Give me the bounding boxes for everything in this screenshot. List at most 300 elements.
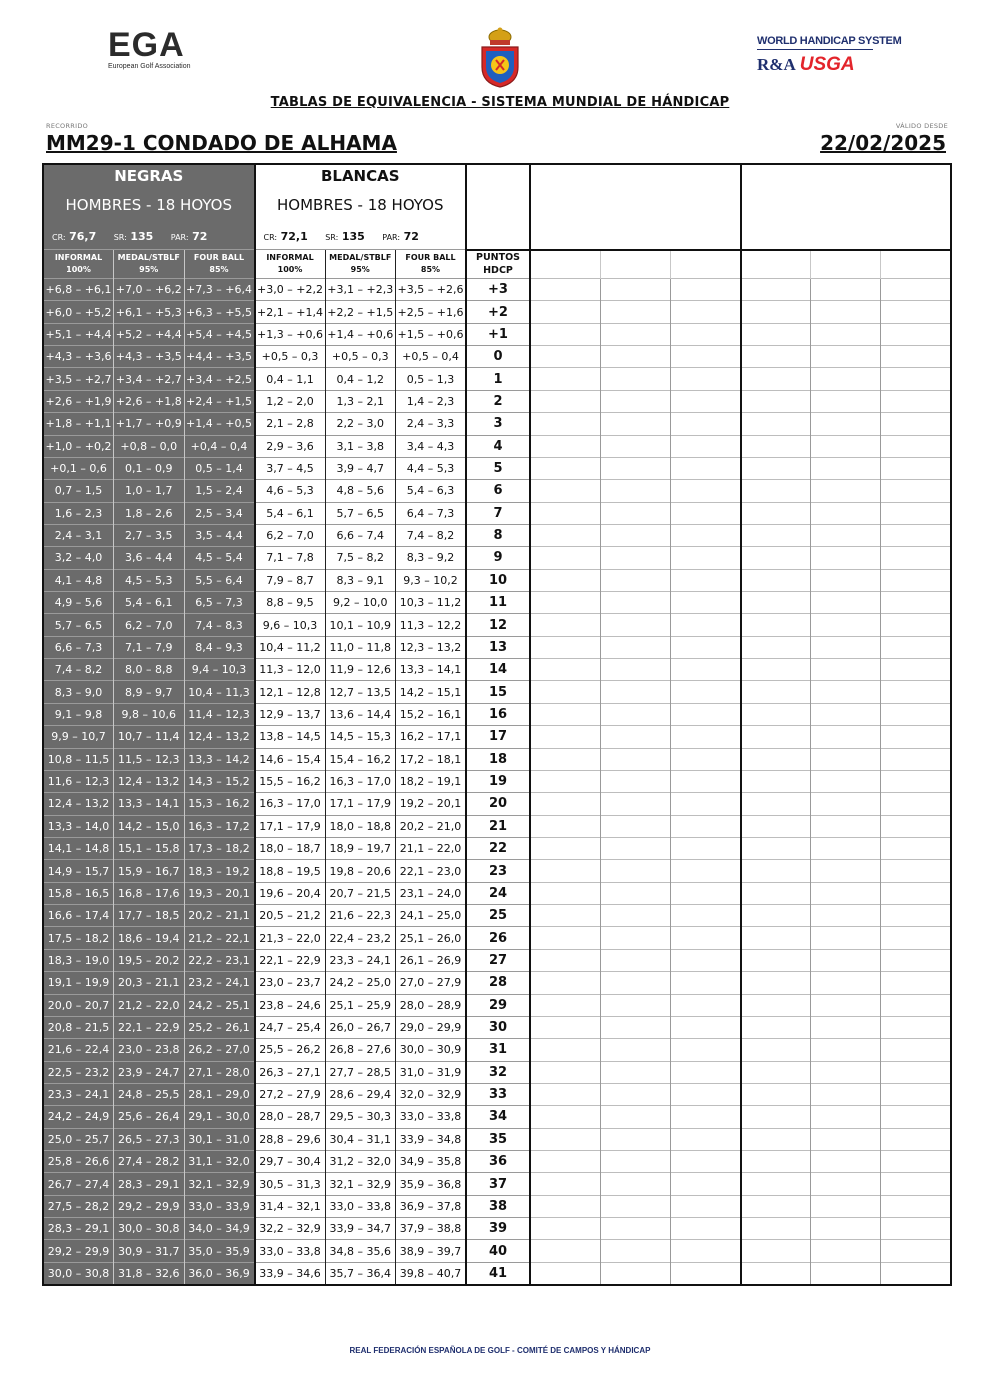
blank-cell bbox=[811, 547, 881, 569]
blank-cell bbox=[881, 1083, 951, 1105]
blank-cell bbox=[530, 1016, 600, 1038]
points-header: PUNTOS HDCP bbox=[466, 250, 530, 279]
blank-cell bbox=[670, 301, 740, 323]
blank-cell bbox=[881, 390, 951, 412]
range-cell: 15,8 – 16,5 bbox=[43, 882, 114, 904]
range-cell: 24,1 – 25,0 bbox=[396, 905, 467, 927]
range-cell: 31,8 – 32,6 bbox=[114, 1262, 185, 1285]
blank-cell bbox=[741, 1016, 811, 1038]
blank-cell bbox=[670, 659, 740, 681]
range-cell: 24,8 – 25,5 bbox=[114, 1083, 185, 1105]
range-cell: 34,8 – 35,6 bbox=[325, 1240, 396, 1262]
range-cell: 3,7 – 4,5 bbox=[255, 457, 326, 479]
range-cell: 11,3 – 12,0 bbox=[255, 659, 326, 681]
blank-cell bbox=[881, 457, 951, 479]
range-cell: 2,9 – 3,6 bbox=[255, 435, 326, 457]
blank-cell bbox=[670, 592, 740, 614]
range-cell: 1,5 – 2,4 bbox=[184, 480, 255, 502]
handicap-points: 10 bbox=[466, 569, 530, 591]
range-cell: +6,1 – +5,3 bbox=[114, 301, 185, 323]
blank-cell bbox=[741, 1128, 811, 1150]
handicap-points: 5 bbox=[466, 457, 530, 479]
range-cell: 14,6 – 15,4 bbox=[255, 748, 326, 770]
blank-cell bbox=[741, 1195, 811, 1217]
range-cell: 3,5 – 4,4 bbox=[184, 524, 255, 546]
par-value: 72 bbox=[192, 229, 208, 243]
range-cell: 0,4 – 1,2 bbox=[325, 368, 396, 390]
range-cell: 8,3 – 9,1 bbox=[325, 569, 396, 591]
blank-cell bbox=[881, 480, 951, 502]
blank-cell bbox=[530, 659, 600, 681]
range-cell: 9,6 – 10,3 bbox=[255, 614, 326, 636]
range-cell: 1,4 – 2,3 bbox=[396, 390, 467, 412]
range-cell: 11,9 – 12,6 bbox=[325, 659, 396, 681]
range-cell: 21,6 – 22,4 bbox=[43, 1039, 114, 1061]
handicap-points: 3 bbox=[466, 413, 530, 435]
range-cell: +0,8 – 0,0 bbox=[114, 435, 185, 457]
blank-cell bbox=[811, 994, 881, 1016]
handicap-points: 21 bbox=[466, 815, 530, 837]
blank-cell bbox=[811, 905, 881, 927]
blank-cell bbox=[530, 301, 600, 323]
range-cell: 8,3 – 9,2 bbox=[396, 547, 467, 569]
whs-logo bbox=[757, 35, 902, 79]
blank-cell bbox=[530, 703, 600, 725]
blank-cell bbox=[670, 882, 740, 904]
blank-cell bbox=[811, 1128, 881, 1150]
range-cell: 10,3 – 11,2 bbox=[396, 592, 467, 614]
blank-cell bbox=[881, 279, 951, 301]
blank-cell bbox=[881, 502, 951, 524]
blank-cell bbox=[741, 1106, 811, 1128]
blank-cell bbox=[881, 1106, 951, 1128]
range-cell: 17,5 – 18,2 bbox=[43, 927, 114, 949]
table-row bbox=[43, 435, 951, 457]
blank-cell bbox=[670, 636, 740, 658]
handicap-points: 36 bbox=[466, 1151, 530, 1173]
range-cell: 6,6 – 7,3 bbox=[43, 636, 114, 658]
blank-cell bbox=[811, 1061, 881, 1083]
range-cell: 7,4 – 8,3 bbox=[184, 614, 255, 636]
blank-cell bbox=[811, 703, 881, 725]
range-cell: 10,4 – 11,2 bbox=[255, 636, 326, 658]
range-cell: 23,9 – 24,7 bbox=[114, 1061, 185, 1083]
range-cell: 16,3 – 17,0 bbox=[255, 793, 326, 815]
blank-cell bbox=[811, 250, 881, 279]
range-cell: 24,2 – 25,0 bbox=[325, 972, 396, 994]
blank-block-1 bbox=[530, 164, 741, 250]
blank-cell bbox=[741, 592, 811, 614]
blank-cell bbox=[530, 250, 600, 279]
blank-cell bbox=[600, 770, 670, 792]
blank-cell bbox=[670, 972, 740, 994]
blank-cell bbox=[600, 614, 670, 636]
range-cell: 25,2 – 26,1 bbox=[184, 1016, 255, 1038]
blank-cell bbox=[741, 1039, 811, 1061]
blank-cell bbox=[600, 1173, 670, 1195]
range-cell: 15,9 – 16,7 bbox=[114, 860, 185, 882]
range-cell: 4,5 – 5,4 bbox=[184, 547, 255, 569]
range-cell: +7,0 – +6,2 bbox=[114, 279, 185, 301]
range-cell: 5,4 – 6,1 bbox=[114, 592, 185, 614]
handicap-points: 38 bbox=[466, 1195, 530, 1217]
table-row bbox=[43, 1106, 951, 1128]
blank-cell bbox=[741, 793, 811, 815]
range-cell: 13,3 – 14,1 bbox=[396, 659, 467, 681]
range-cell: 17,1 – 17,9 bbox=[325, 793, 396, 815]
blank-cell bbox=[530, 1039, 600, 1061]
column-header: INFORMAL 100% bbox=[255, 250, 326, 279]
range-cell: 26,3 – 27,1 bbox=[255, 1061, 326, 1083]
range-cell: 16,3 – 17,0 bbox=[325, 770, 396, 792]
range-cell: 30,0 – 30,8 bbox=[114, 1218, 185, 1240]
blank-cell bbox=[881, 368, 951, 390]
blank-cell bbox=[741, 614, 811, 636]
range-cell: 30,4 – 31,1 bbox=[325, 1128, 396, 1150]
range-cell: 17,1 – 17,9 bbox=[255, 815, 326, 837]
table-row bbox=[43, 949, 951, 971]
blank-cell bbox=[670, 413, 740, 435]
blank-cell bbox=[600, 793, 670, 815]
range-cell: 0,7 – 1,5 bbox=[43, 480, 114, 502]
blank-cell bbox=[811, 524, 881, 546]
blank-cell bbox=[670, 250, 740, 279]
footer: REAL FEDERACIÓN ESPAÑOLA DE GOLF - COMITÉ DE CAMPOS Y HÁNDICAP bbox=[349, 1346, 651, 1355]
blank-cell bbox=[741, 435, 811, 457]
blank-cell bbox=[600, 1195, 670, 1217]
range-cell: 25,1 – 26,0 bbox=[396, 927, 467, 949]
range-cell: 4,4 – 5,3 bbox=[396, 457, 467, 479]
range-cell: 29,5 – 30,3 bbox=[325, 1106, 396, 1128]
range-cell: +7,3 – +6,4 bbox=[184, 279, 255, 301]
range-cell: 22,2 – 23,1 bbox=[184, 949, 255, 971]
blank-cell bbox=[600, 1128, 670, 1150]
range-cell: 14,1 – 14,8 bbox=[43, 837, 114, 859]
blank-cell bbox=[811, 860, 881, 882]
blank-cell bbox=[600, 250, 670, 279]
blank-cell bbox=[881, 681, 951, 703]
range-cell: +3,4 – +2,7 bbox=[114, 368, 185, 390]
handicap-points: 27 bbox=[466, 949, 530, 971]
range-cell: 28,3 – 29,1 bbox=[43, 1218, 114, 1240]
column-header: FOUR BALL 85% bbox=[396, 250, 467, 279]
blank-cell bbox=[530, 390, 600, 412]
blank-cell bbox=[881, 569, 951, 591]
range-cell: 32,0 – 32,9 bbox=[396, 1083, 467, 1105]
range-cell: 33,9 – 34,6 bbox=[255, 1262, 326, 1285]
range-cell: 31,0 – 31,9 bbox=[396, 1061, 467, 1083]
range-cell: 20,2 – 21,1 bbox=[184, 905, 255, 927]
blank-cell bbox=[881, 905, 951, 927]
range-cell: 27,1 – 28,0 bbox=[184, 1061, 255, 1083]
range-cell: 36,9 – 37,8 bbox=[396, 1195, 467, 1217]
blank-cell bbox=[600, 301, 670, 323]
range-cell: 23,3 – 24,1 bbox=[43, 1083, 114, 1105]
range-cell: +1,0 – +0,2 bbox=[43, 435, 114, 457]
blank-cell bbox=[881, 1195, 951, 1217]
blank-cell bbox=[530, 435, 600, 457]
blank-cell bbox=[530, 502, 600, 524]
handicap-points: 19 bbox=[466, 770, 530, 792]
blank-cell bbox=[741, 815, 811, 837]
blank-cell bbox=[530, 1151, 600, 1173]
blank-cell bbox=[670, 1218, 740, 1240]
blank-cell bbox=[530, 726, 600, 748]
range-cell: +0,1 – 0,6 bbox=[43, 457, 114, 479]
range-cell: +4,3 – +3,5 bbox=[114, 346, 185, 368]
range-cell: +6,0 – +5,2 bbox=[43, 301, 114, 323]
handicap-points: 26 bbox=[466, 927, 530, 949]
table-row bbox=[43, 457, 951, 479]
handicap-points: 41 bbox=[466, 1262, 530, 1285]
blank-cell bbox=[600, 1240, 670, 1262]
range-cell: 12,7 – 13,5 bbox=[325, 681, 396, 703]
blank-cell bbox=[530, 480, 600, 502]
range-cell: 27,5 – 28,2 bbox=[43, 1195, 114, 1217]
blank-cell bbox=[811, 279, 881, 301]
range-cell: +5,1 – +4,4 bbox=[43, 323, 114, 345]
range-cell: 4,5 – 5,3 bbox=[114, 569, 185, 591]
blank-cell bbox=[881, 636, 951, 658]
par-label: PAR: bbox=[382, 232, 401, 242]
range-cell: 2,4 – 3,3 bbox=[396, 413, 467, 435]
range-cell: 24,2 – 25,1 bbox=[184, 994, 255, 1016]
blank-cell bbox=[881, 994, 951, 1016]
blank-cell bbox=[670, 279, 740, 301]
range-cell: 33,9 – 34,7 bbox=[325, 1218, 396, 1240]
range-cell: 8,8 – 9,5 bbox=[255, 592, 326, 614]
blank-block-2 bbox=[741, 164, 952, 250]
range-cell: 6,2 – 7,0 bbox=[114, 614, 185, 636]
rfeg-crest-icon bbox=[470, 27, 530, 89]
range-cell: 38,9 – 39,7 bbox=[396, 1240, 467, 1262]
blank-cell bbox=[741, 1061, 811, 1083]
blank-cell bbox=[811, 837, 881, 859]
blank-cell bbox=[600, 882, 670, 904]
table-row bbox=[43, 659, 951, 681]
blank-cell bbox=[811, 1262, 881, 1285]
blank-cell bbox=[741, 1173, 811, 1195]
column-header: MEDAL/STBLF 95% bbox=[325, 250, 396, 279]
blank-cell bbox=[530, 346, 600, 368]
table-row bbox=[43, 1016, 951, 1038]
blank-cell bbox=[741, 502, 811, 524]
handicap-points: 24 bbox=[466, 882, 530, 904]
range-cell: 10,4 – 11,3 bbox=[184, 681, 255, 703]
blank-cell bbox=[741, 837, 811, 859]
range-cell: 19,1 – 19,9 bbox=[43, 972, 114, 994]
range-cell: 30,0 – 30,8 bbox=[43, 1262, 114, 1285]
blank-cell bbox=[530, 860, 600, 882]
blank-cell bbox=[600, 1262, 670, 1285]
range-cell: 11,4 – 12,3 bbox=[184, 703, 255, 725]
blank-cell bbox=[670, 502, 740, 524]
range-cell: 23,1 – 24,0 bbox=[396, 882, 467, 904]
range-cell: 9,8 – 10,6 bbox=[114, 703, 185, 725]
blank-cell bbox=[670, 748, 740, 770]
range-cell: 5,7 – 6,5 bbox=[325, 502, 396, 524]
blank-cell bbox=[881, 1151, 951, 1173]
blank-cell bbox=[881, 301, 951, 323]
range-cell: 15,4 – 16,2 bbox=[325, 748, 396, 770]
range-cell: 18,3 – 19,2 bbox=[184, 860, 255, 882]
range-cell: 30,0 – 30,9 bbox=[396, 1039, 467, 1061]
range-cell: 25,5 – 26,2 bbox=[255, 1039, 326, 1061]
table-row bbox=[43, 323, 951, 345]
valid-from-date: 22/02/2025 bbox=[820, 131, 946, 155]
range-cell: 24,2 – 24,9 bbox=[43, 1106, 114, 1128]
tee-blancas-name: BLANCAS bbox=[255, 164, 467, 187]
blank-cell bbox=[670, 681, 740, 703]
range-cell: 26,0 – 26,7 bbox=[325, 1016, 396, 1038]
blank-cell bbox=[670, 547, 740, 569]
blank-cell bbox=[600, 703, 670, 725]
blank-cell bbox=[881, 837, 951, 859]
blank-cell bbox=[670, 927, 740, 949]
range-cell: 26,5 – 27,3 bbox=[114, 1128, 185, 1150]
whs-rule bbox=[757, 49, 873, 50]
handicap-points: 28 bbox=[466, 972, 530, 994]
blank-cell bbox=[881, 413, 951, 435]
blank-cell bbox=[530, 569, 600, 591]
handicap-points: 33 bbox=[466, 1083, 530, 1105]
blank-cell bbox=[741, 250, 811, 279]
blank-cell bbox=[600, 323, 670, 345]
blank-cell bbox=[741, 748, 811, 770]
blank-cell bbox=[530, 524, 600, 546]
handicap-points: 17 bbox=[466, 726, 530, 748]
range-cell: 10,7 – 11,4 bbox=[114, 726, 185, 748]
blank-cell bbox=[811, 1195, 881, 1217]
range-cell: 16,3 – 17,2 bbox=[184, 815, 255, 837]
blank-cell bbox=[670, 1061, 740, 1083]
range-cell: 2,2 – 3,0 bbox=[325, 413, 396, 435]
range-cell: 0,5 – 1,3 bbox=[396, 368, 467, 390]
blank-cell bbox=[600, 346, 670, 368]
par-label: PAR: bbox=[170, 232, 189, 242]
range-cell: 26,1 – 26,9 bbox=[396, 949, 467, 971]
range-cell: 20,3 – 21,1 bbox=[114, 972, 185, 994]
range-cell: 15,2 – 16,1 bbox=[396, 703, 467, 725]
range-cell: 14,2 – 15,1 bbox=[396, 681, 467, 703]
blank-cell bbox=[600, 480, 670, 502]
range-cell: 32,1 – 32,9 bbox=[184, 1173, 255, 1195]
blank-cell bbox=[881, 726, 951, 748]
range-cell: 7,9 – 8,7 bbox=[255, 569, 326, 591]
blank-cell bbox=[600, 1151, 670, 1173]
blank-cell bbox=[881, 949, 951, 971]
handicap-points: 31 bbox=[466, 1039, 530, 1061]
blank-cell bbox=[881, 1128, 951, 1150]
blank-cell bbox=[670, 346, 740, 368]
range-cell: 27,7 – 28,5 bbox=[325, 1061, 396, 1083]
blank-cell bbox=[670, 569, 740, 591]
sr-value: 135 bbox=[130, 229, 154, 243]
range-cell: +1,4 – +0,6 bbox=[325, 323, 396, 345]
table-row bbox=[43, 726, 951, 748]
blank-cell bbox=[741, 636, 811, 658]
range-cell: 23,0 – 23,8 bbox=[114, 1039, 185, 1061]
range-cell: +6,8 – +6,1 bbox=[43, 279, 114, 301]
blank-cell bbox=[670, 994, 740, 1016]
blank-cell bbox=[881, 1039, 951, 1061]
table-row bbox=[43, 994, 951, 1016]
blank-cell bbox=[741, 323, 811, 345]
range-cell: +3,5 – +2,7 bbox=[43, 368, 114, 390]
range-cell: 12,9 – 13,7 bbox=[255, 703, 326, 725]
table-row bbox=[43, 1218, 951, 1240]
blank-cell bbox=[881, 882, 951, 904]
blank-cell bbox=[881, 793, 951, 815]
blank-cell bbox=[811, 368, 881, 390]
range-cell: 5,7 – 6,5 bbox=[43, 614, 114, 636]
blank-cell bbox=[741, 569, 811, 591]
blank-cell bbox=[881, 659, 951, 681]
range-cell: 18,0 – 18,7 bbox=[255, 837, 326, 859]
blank-cell bbox=[811, 1218, 881, 1240]
blank-cell bbox=[881, 435, 951, 457]
range-cell: 33,0 – 33,9 bbox=[184, 1195, 255, 1217]
range-cell: 9,9 – 10,7 bbox=[43, 726, 114, 748]
range-cell: 17,3 – 18,2 bbox=[184, 837, 255, 859]
range-cell: 35,0 – 35,9 bbox=[184, 1240, 255, 1262]
blank-cell bbox=[741, 927, 811, 949]
blank-cell bbox=[600, 1218, 670, 1240]
range-cell: 1,0 – 1,7 bbox=[114, 480, 185, 502]
table-row bbox=[43, 502, 951, 524]
range-cell: 21,1 – 22,0 bbox=[396, 837, 467, 859]
table-row bbox=[43, 390, 951, 412]
range-cell: 17,7 – 18,5 bbox=[114, 905, 185, 927]
range-cell: 22,1 – 22,9 bbox=[255, 949, 326, 971]
blank-cell bbox=[600, 726, 670, 748]
blank-cell bbox=[881, 1061, 951, 1083]
blank-cell bbox=[670, 1262, 740, 1285]
range-cell: +1,7 – +0,9 bbox=[114, 413, 185, 435]
range-cell: 10,8 – 11,5 bbox=[43, 748, 114, 770]
handicap-points: 18 bbox=[466, 748, 530, 770]
range-cell: 6,5 – 7,3 bbox=[184, 592, 255, 614]
blank-cell bbox=[881, 927, 951, 949]
table-row bbox=[43, 1083, 951, 1105]
range-cell: +3,5 – +2,6 bbox=[396, 279, 467, 301]
blank-cell bbox=[811, 435, 881, 457]
range-cell: +2,6 – +1,9 bbox=[43, 390, 114, 412]
blank-cell bbox=[811, 770, 881, 792]
blank-cell bbox=[741, 413, 811, 435]
blank-cell bbox=[530, 413, 600, 435]
range-cell: 3,1 – 3,8 bbox=[325, 435, 396, 457]
range-cell: 6,4 – 7,3 bbox=[396, 502, 467, 524]
range-cell: 2,1 – 2,8 bbox=[255, 413, 326, 435]
blank-cell bbox=[600, 860, 670, 882]
blank-cell bbox=[741, 390, 811, 412]
range-cell: 8,4 – 9,3 bbox=[184, 636, 255, 658]
blank-cell bbox=[881, 323, 951, 345]
range-cell: 20,8 – 21,5 bbox=[43, 1016, 114, 1038]
tee-negras-category: HOMBRES - 18 HOYOS bbox=[43, 187, 255, 223]
blank-cell bbox=[600, 815, 670, 837]
range-cell: 9,1 – 9,8 bbox=[43, 703, 114, 725]
range-cell: 1,6 – 2,3 bbox=[43, 502, 114, 524]
range-cell: 12,4 – 13,2 bbox=[114, 770, 185, 792]
points-header-spacer bbox=[466, 164, 530, 250]
range-cell: 20,7 – 21,5 bbox=[325, 882, 396, 904]
range-cell: 6,2 – 7,0 bbox=[255, 524, 326, 546]
range-cell: 28,8 – 29,6 bbox=[255, 1128, 326, 1150]
valid-from-label: VÁLIDO DESDE bbox=[895, 122, 948, 130]
handicap-points: 9 bbox=[466, 547, 530, 569]
